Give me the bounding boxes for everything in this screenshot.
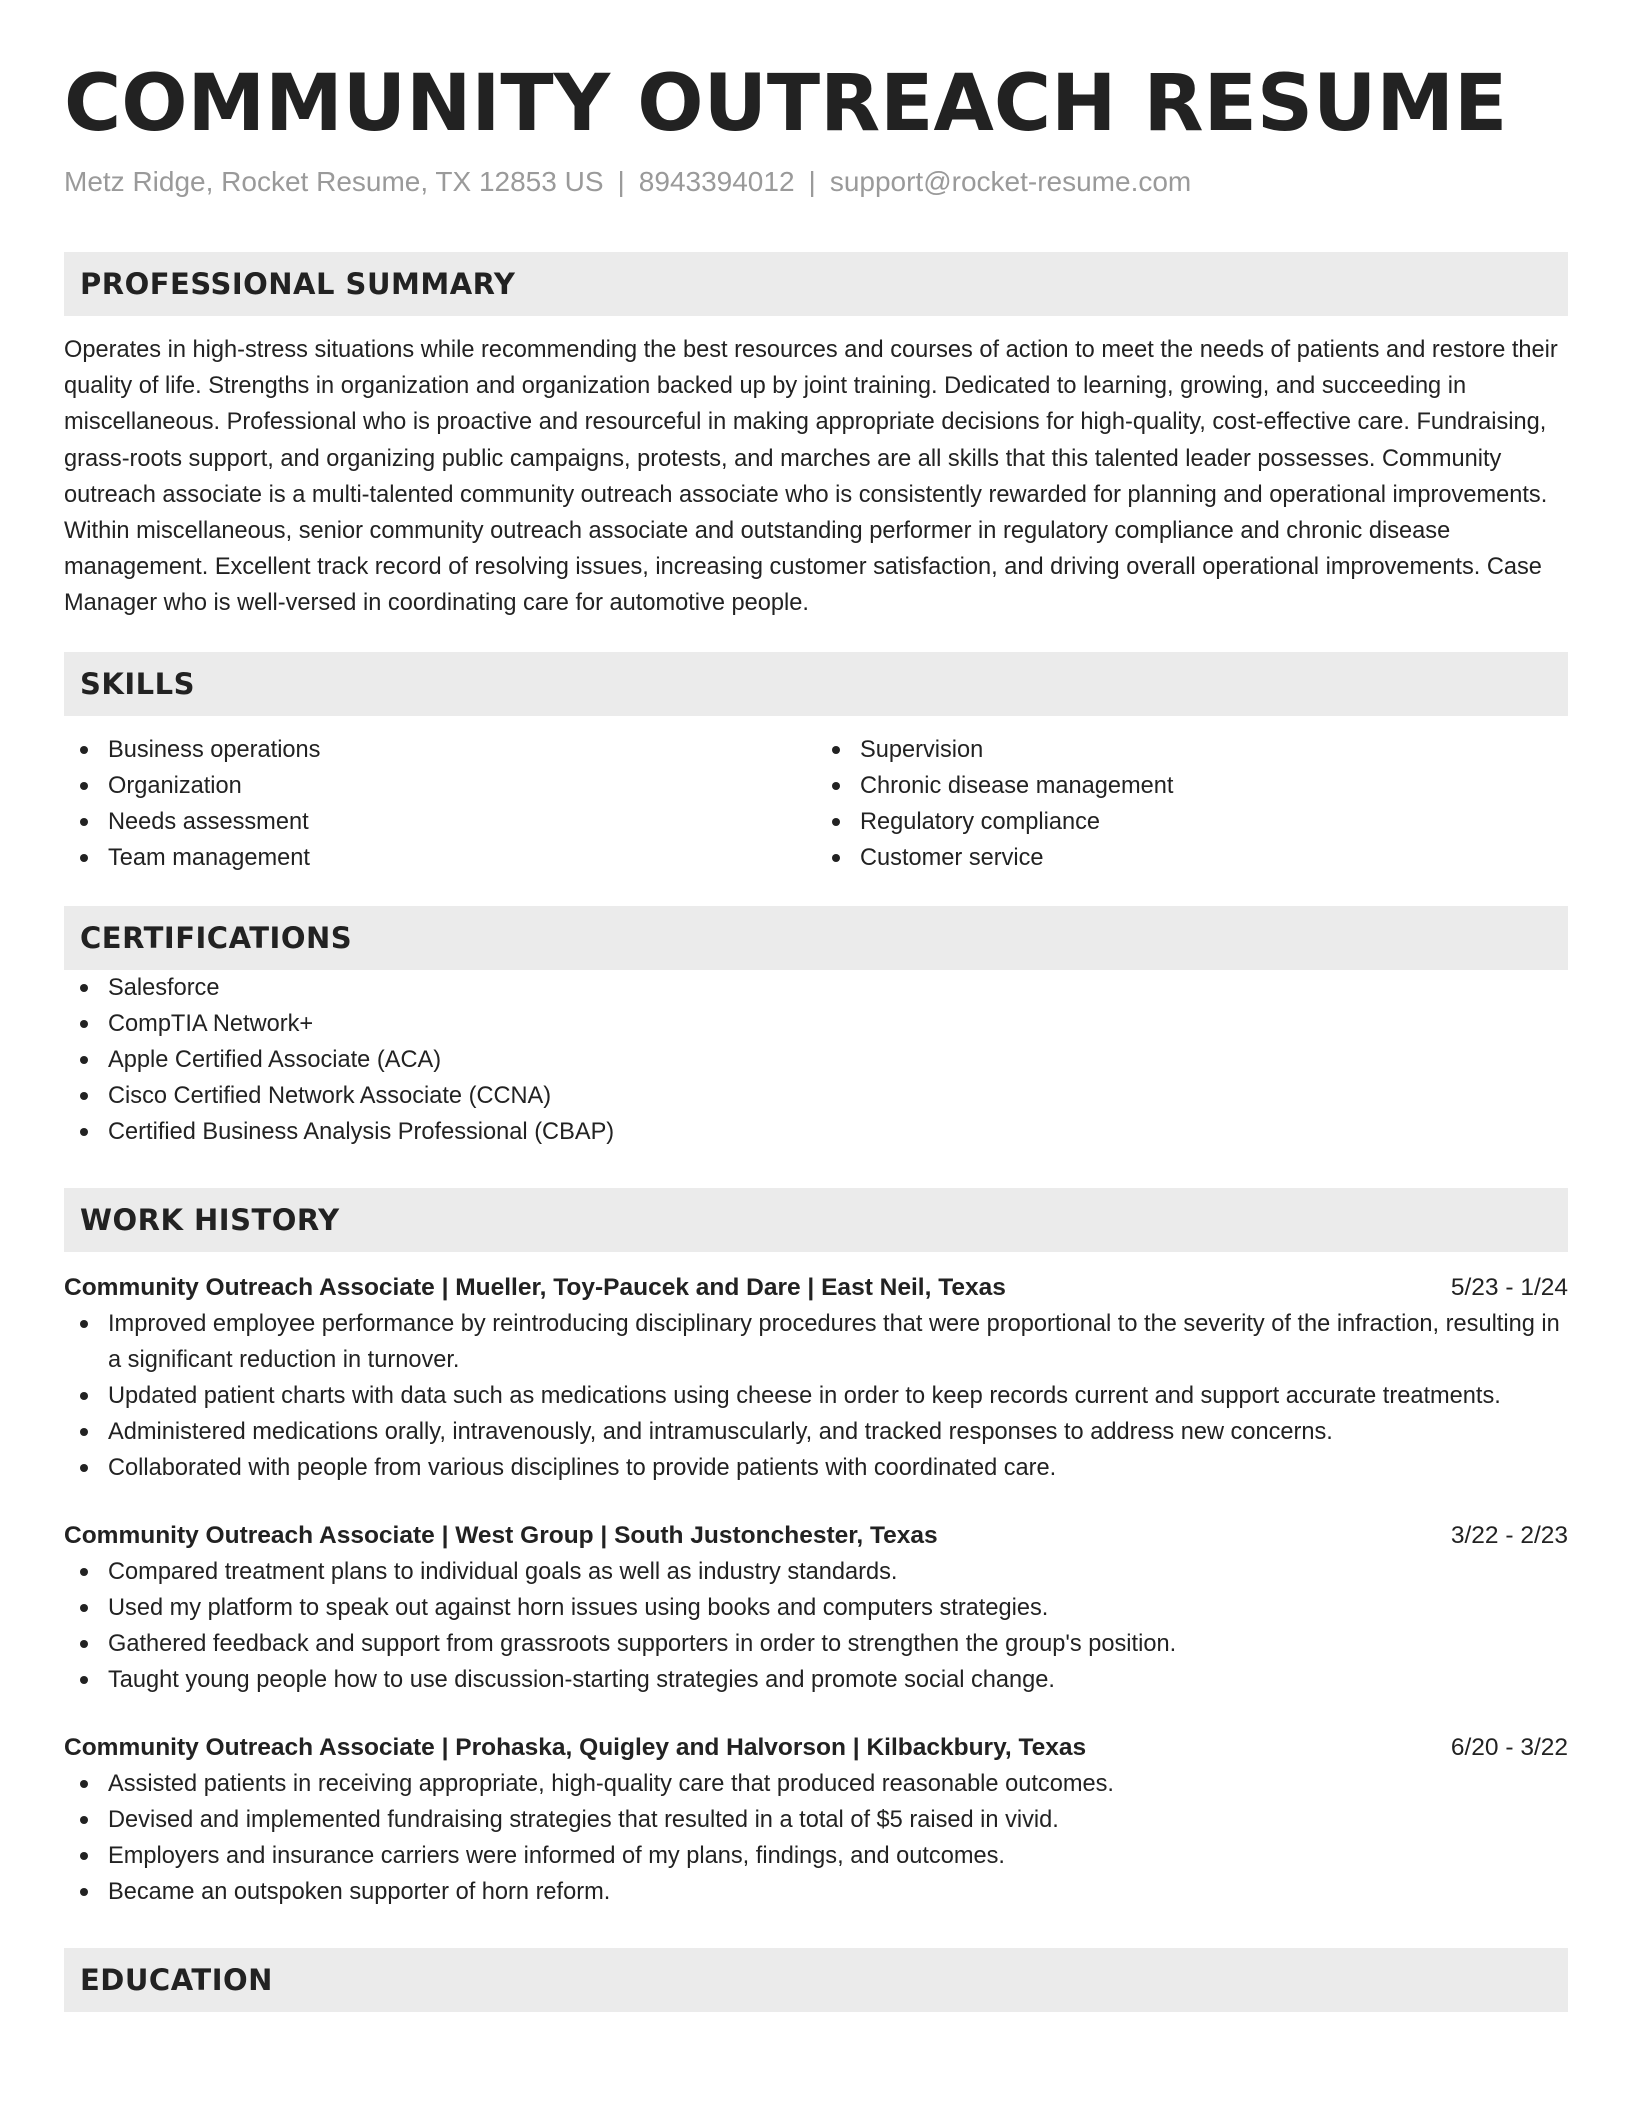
bullet-icon [80, 1128, 88, 1136]
list-item [64, 840, 816, 876]
list-item [64, 1306, 1568, 1378]
bullet-icon [80, 1568, 88, 1576]
skill-label: Needs assessment [108, 808, 309, 835]
section-heading: WORK HISTORY [80, 1202, 340, 1237]
list-item [64, 1626, 1568, 1662]
certification-label: CompTIA Network+ [108, 1010, 314, 1037]
contact-separator: | [617, 166, 625, 197]
section-heading: CERTIFICATIONS [80, 920, 353, 955]
contact-line [64, 162, 1568, 202]
job-dates: 6/20 - 3/22 [1450, 1733, 1568, 1761]
bullet-icon [80, 1676, 88, 1684]
job-bullets [64, 1306, 1568, 1486]
section-header-summary [64, 252, 1568, 316]
job-entry [64, 1730, 1568, 1910]
certification-label: Cisco Certified Network Associate (CCNA) [108, 1082, 552, 1109]
list-item [64, 1078, 1568, 1114]
skill-label: Supervision [860, 736, 984, 763]
list-item [64, 1802, 1568, 1838]
job-header [64, 1270, 1568, 1306]
contact-address: Metz Ridge, Rocket Resume, TX 12853 US [64, 166, 604, 197]
list-item [816, 804, 1568, 840]
bullet-icon [80, 1020, 88, 1028]
skills-column-left [64, 732, 816, 876]
contact-phone: 8943394012 [638, 166, 795, 197]
job-bullet-text: Employers and insurance carriers were informed of my plans, findings, and outcomes. [108, 1842, 1005, 1869]
list-item [64, 1838, 1568, 1874]
list-item [64, 1006, 1568, 1042]
list-item [64, 1874, 1568, 1910]
bullet-icon [832, 854, 840, 862]
bullet-icon [80, 984, 88, 992]
list-item [64, 1450, 1568, 1486]
job-bullet-text: Updated patient charts with data such as medications using cheese in order to keep records current and support accurate treatments. [108, 1382, 1501, 1409]
bullet-icon [80, 1320, 88, 1328]
section-header-skills [64, 652, 1568, 716]
list-item [64, 732, 816, 768]
job-bullet-text: Taught young people how to use discussion-starting strategies and promote social change. [108, 1666, 1055, 1693]
job-bullet-text: Improved employee performance by reintroducing disciplinary procedures that were proportional to the severity of the infraction, resulting in a significant reduction in turnover. [108, 1310, 1560, 1373]
list-item [64, 1042, 1568, 1078]
list-item [64, 804, 816, 840]
certifications-list [64, 970, 1568, 1150]
job-bullet-text: Devised and implemented fundraising strategies that resulted in a total of $5 raised in vivid. [108, 1806, 1059, 1833]
section-heading: EDUCATION [80, 1962, 273, 1997]
bullet-icon [80, 1640, 88, 1648]
bullet-icon [832, 746, 840, 754]
skill-label: Regulatory compliance [860, 808, 1100, 835]
job-bullet-text: Gathered feedback and support from grassroots supporters in order to strengthen the group's position. [108, 1630, 1177, 1657]
resume-title: COMMUNITY OUTREACH RESUME [64, 59, 1508, 149]
contact-email: support@rocket-resume.com [829, 166, 1192, 197]
job-bullet-text: Administered medications orally, intravenously, and intramuscularly, and tracked responses to address new concerns. [108, 1418, 1333, 1445]
job-bullets [64, 1554, 1568, 1698]
list-item [64, 768, 816, 804]
list-item [64, 1114, 1568, 1150]
list-item [64, 1378, 1568, 1414]
bullet-icon [80, 1464, 88, 1472]
list-item [816, 840, 1568, 876]
job-bullet-text: Assisted patients in receiving appropriate, high-quality care that produced reasonable outcomes. [108, 1770, 1114, 1797]
bullet-icon [80, 782, 88, 790]
list-item [816, 732, 1568, 768]
job-bullets [64, 1766, 1568, 1910]
list-item [64, 1590, 1568, 1626]
skill-label: Team management [108, 844, 310, 871]
bullet-icon [80, 1604, 88, 1612]
job-header [64, 1518, 1568, 1554]
skill-label: Chronic disease management [860, 772, 1174, 799]
certification-label: Certified Business Analysis Professional (CBAP) [108, 1118, 615, 1145]
list-item [64, 1766, 1568, 1802]
bullet-icon [80, 1392, 88, 1400]
bullet-icon [80, 1428, 88, 1436]
section-header-certifications [64, 906, 1568, 970]
job-dates: 3/22 - 2/23 [1450, 1521, 1568, 1549]
bullet-icon [80, 1816, 88, 1824]
bullet-icon [832, 782, 840, 790]
bullet-icon [832, 818, 840, 826]
certification-label: Apple Certified Associate (ACA) [108, 1046, 442, 1073]
bullet-icon [80, 1780, 88, 1788]
bullet-icon [80, 1852, 88, 1860]
job-entry [64, 1270, 1568, 1486]
list-item [64, 1554, 1568, 1590]
skills-grid [64, 732, 1568, 876]
job-bullet-text: Became an outspoken supporter of horn reform. [108, 1878, 611, 1905]
skill-label: Business operations [108, 736, 321, 763]
section-heading: SKILLS [80, 666, 195, 701]
job-dates: 5/23 - 1/24 [1450, 1273, 1568, 1301]
bullet-icon [80, 1056, 88, 1064]
contact-separator: | [808, 166, 816, 197]
section-header-work-history [64, 1188, 1568, 1252]
skills-column-right [816, 732, 1568, 876]
section-header-education [64, 1948, 1568, 2012]
list-item [64, 1414, 1568, 1450]
summary-text: Operates in high-stress situations while recommending the best resources and courses of action to meet the needs of patients and restore their quality of life. Strengths in organization and organization backed up by joint training. Dedicated to learning, growing, and succeeding in miscellaneous. Professional who is proactive and resourceful in making appropriate decisions for high-quality, cost-effective care. Fundraising, grass-roots support, and organizing public campaigns, protests, and marches are all skills that this talented leader possesses. Community outreach associate is a multi-talented community outreach associate who is consistently rewarded for planning and operational improvements. Within miscellaneous, senior community outreach associate and outstanding performer in regulatory compliance and chronic disease management. Excellent track record of resolving issues, increasing customer satisfaction, and driving overall operational improvements. Case Manager who is well-versed in coordinating care for automotive people. [64, 337, 1558, 617]
bullet-icon [80, 818, 88, 826]
job-bullet-text: Compared treatment plans to individual goals as well as industry standards. [108, 1558, 898, 1585]
certification-label: Salesforce [108, 974, 220, 1001]
list-item [64, 970, 1568, 1006]
skill-label: Customer service [860, 844, 1044, 871]
list-item [64, 1662, 1568, 1698]
job-header [64, 1730, 1568, 1766]
bullet-icon [80, 1888, 88, 1896]
job-title: Community Outreach Associate | Mueller, Toy-Paucek and Dare | East Neil, Texas [64, 1273, 1006, 1301]
job-entry [64, 1518, 1568, 1698]
bullet-icon [80, 854, 88, 862]
skills-list-right [816, 732, 1568, 876]
skill-label: Organization [108, 772, 242, 799]
section-heading: PROFESSIONAL SUMMARY [80, 267, 516, 301]
list-item [816, 768, 1568, 804]
job-title: Community Outreach Associate | Prohaska, Quigley and Halvorson | Kilbackbury, Texas [64, 1733, 1087, 1761]
skills-list-left [64, 732, 816, 876]
bullet-icon [80, 746, 88, 754]
bullet-icon [80, 1092, 88, 1100]
job-title: Community Outreach Associate | West Group | South Justonchester, Texas [64, 1521, 938, 1549]
job-bullet-text: Collaborated with people from various disciplines to provide patients with coordinated care. [108, 1454, 1057, 1481]
job-bullet-text: Used my platform to speak out against horn issues using books and computers strategies. [108, 1594, 1049, 1621]
